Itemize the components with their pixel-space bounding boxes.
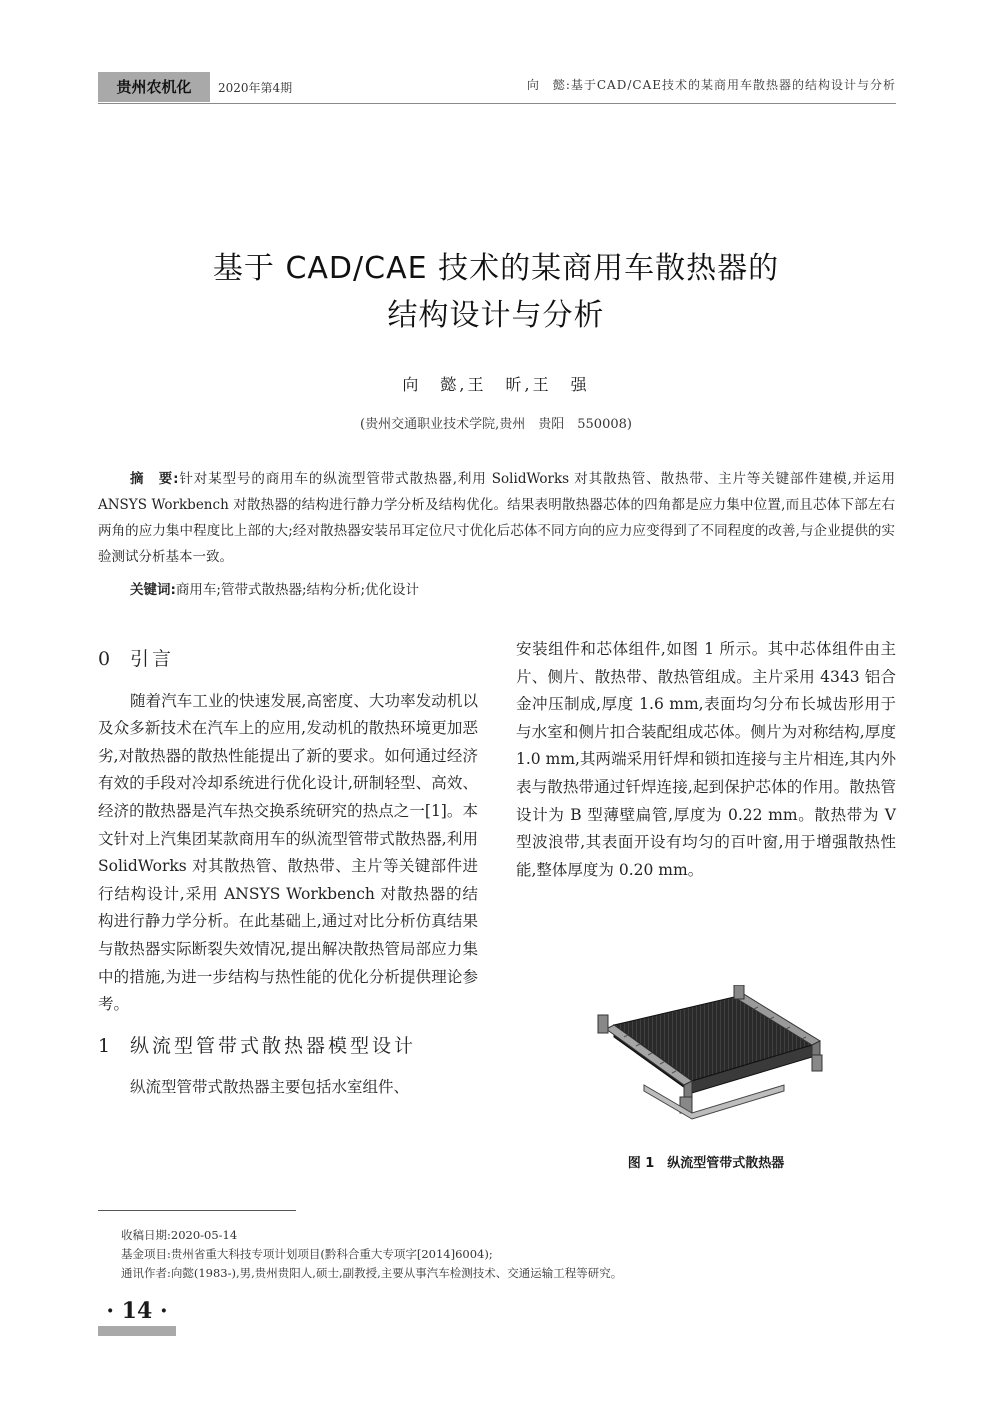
section-title: 纵流型管带式散热器模型设计: [130, 1034, 417, 1057]
keywords: [130, 578, 419, 598]
left-column: [98, 646, 478, 1102]
section-number: 0: [98, 648, 114, 670]
section-title: 引言: [130, 648, 175, 670]
abstract-label: 摘 要:: [130, 471, 179, 487]
paper-title-line-1: 基于 CAD/CAE 技术的某商用车散热器的: [212, 251, 780, 286]
abstract-text: 针对某型号的商用车的纵流型管带式散热器,利用 SolidWorks 对其散热管、散热带、主片等关键部件建模,并运用 ANSYS Workbench 对散热器的结构进行静力学分析及结构优化。结果表明散热器芯体的四角都是应力集中位置,而且芯体下部左右两角的应力集中程度比上部的大;经对散热器安装吊耳定位尺寸优化后芯体不同方向的应力应变得到了不同程度的改善,与企业提供的实验测试分析基本一致。: [98, 471, 895, 565]
footnote-divider: [98, 1210, 296, 1211]
keywords-text: 商用车;管带式散热器;结构分析;优化设计: [175, 582, 420, 598]
intro-paragraph: 随着汽车工业的快速发展,高密度、大功率发动机以及众多新技术在汽车上的应用,发动机的散热环境更加恶劣,对散热器的散热性能提出了新的要求。如何通过经济有效的手段对冷却系统进行优化设计,研制轻型、高效、经济的散热器是汽车热交换系统研究的热点之一[1]。本文针对上汽集团某款商用车的纵流型管带式散热器,利用 SolidWorks 对其散热管、散热带、主片等关键部件进行结构设计,采用 ANSYS Workbench 对散热器的结构进行静力学分析。在此基础上,通过对比分析仿真结果与散热器实际断裂失效情况,提出解决散热管局部应力集中的措施,为进一步结构与热性能的优化分析提供理论参考。: [98, 691, 478, 1014]
header-divider: [98, 103, 896, 104]
footnote-funding: 基金项目:贵州省重大科技专项计划项目(黔科合重大专项字[2014]6004);: [121, 1247, 493, 1261]
abstract: [98, 466, 895, 570]
page-number-bar: [98, 1326, 176, 1336]
author-list: 向 懿,王 昕,王 强: [402, 375, 590, 394]
radiator-figure: [584, 985, 824, 1135]
keywords-label: 关键词:: [130, 582, 176, 598]
radiator-3d-render-icon: [584, 985, 824, 1135]
right-column: [516, 636, 896, 884]
section-heading-intro: [98, 646, 478, 674]
section-number: 1: [98, 1034, 114, 1057]
figure-caption: 图 1 纵流型管带式散热器: [627, 1156, 785, 1171]
issue-label: 2020年第4期: [218, 81, 293, 95]
footnote-corresponding-author: 通讯作者:向懿(1983-),男,贵州贵阳人,硕士,副教授,主要从事汽车检测技术、交通运输工程等研究。: [121, 1266, 623, 1280]
page-number: · 14 ·: [106, 1298, 168, 1324]
footnote-received-date: 收稿日期:2020-05-14: [121, 1228, 238, 1242]
section-heading-model: [98, 1033, 478, 1061]
paper-title-line-2: 结构设计与分析: [387, 298, 605, 333]
running-title: 向 懿:基于CAD/CAE技术的某商用车散热器的结构设计与分析: [526, 78, 896, 92]
model-paragraph-continued: 安装组件和芯体组件,如图 1 所示。其中芯体组件由主片、侧片、散热带、散热管组成。主片采用 4343 铝合金冲压制成,厚度 1.6 mm,表面均匀分布长城齿形用于与水室和侧片扣合装配组成芯体。侧片为对称结构,厚度 1.0 mm,其两端采用钎焊和锁扣连接与主片相连,其内外表与散热带通过钎焊连接,起到保护芯体的作用。散热管设计为 B 型薄壁扁管,厚度为 0.22 mm。散热带为 V 型波浪带,其表面开设有均匀的百叶窗,用于增强散热性能,整体厚度为 0.20 mm。: [516, 640, 896, 879]
affiliation: (贵州交通职业技术学院,贵州 贵阳 550008): [360, 417, 632, 432]
model-paragraph-start: 纵流型管带式散热器主要包括水室组件、: [130, 1078, 410, 1097]
journal-name-badge: 贵州农机化: [98, 72, 210, 102]
